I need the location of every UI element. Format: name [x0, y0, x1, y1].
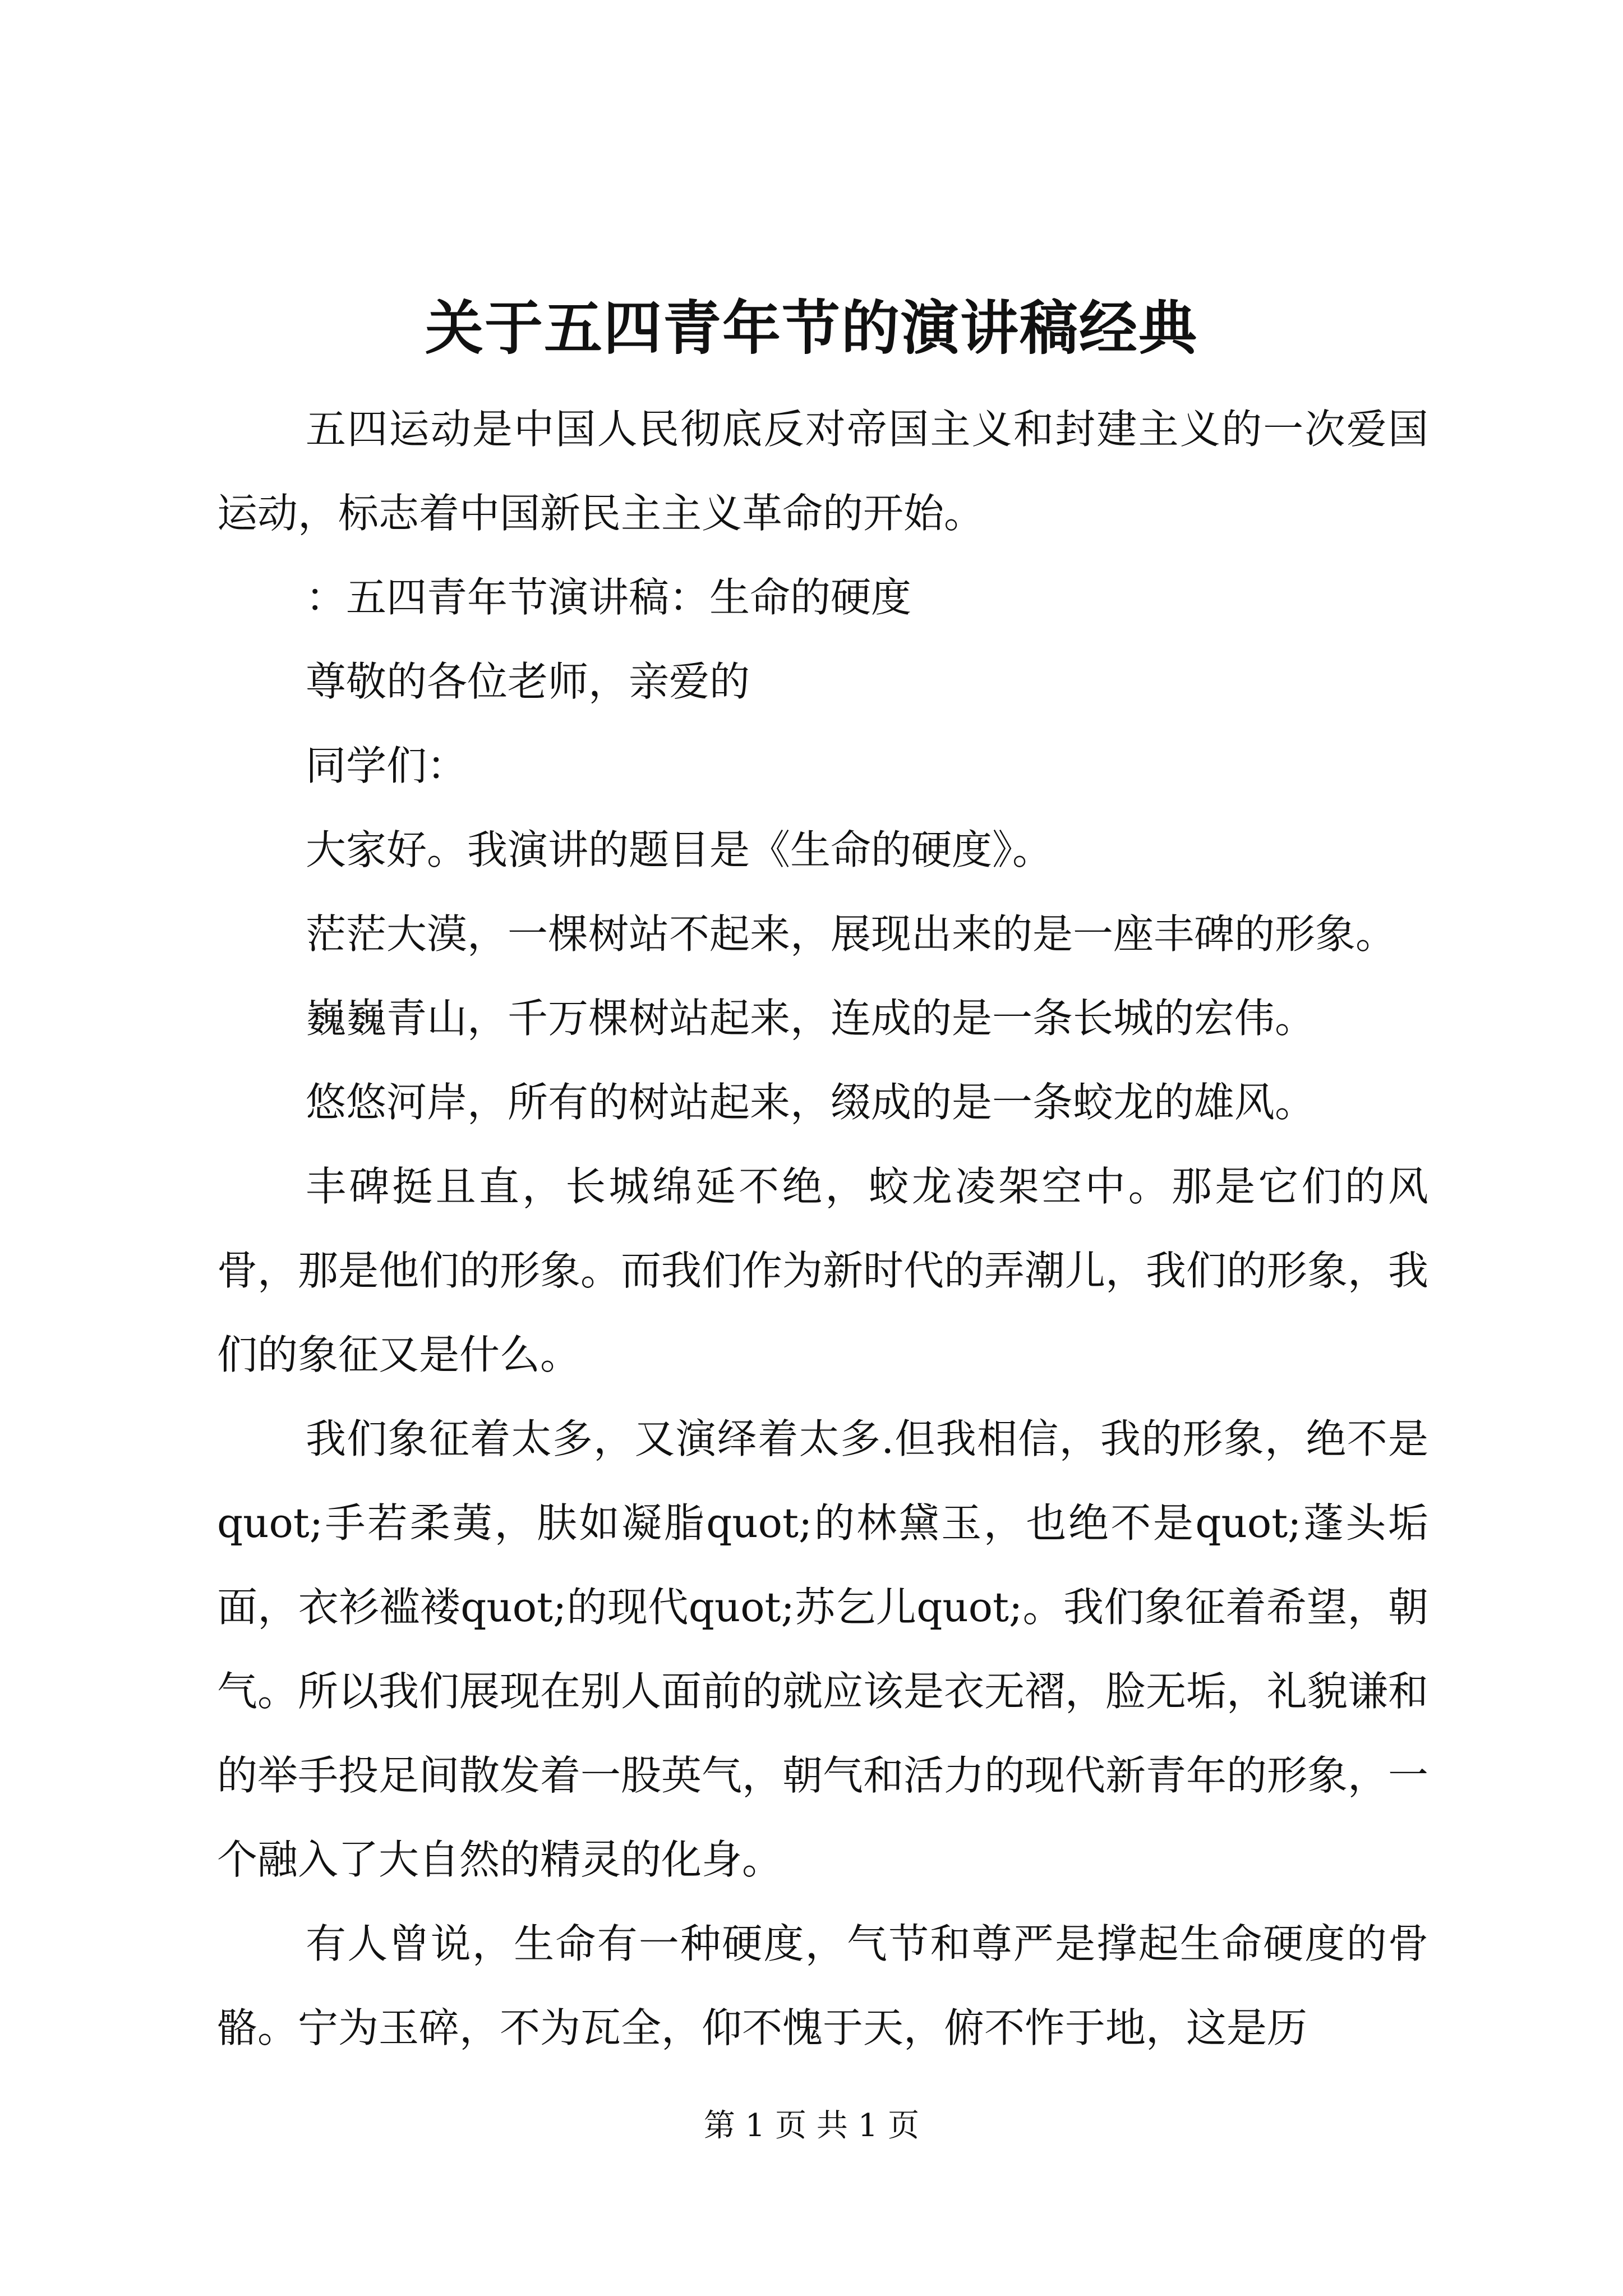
paragraph-mountain: 巍巍青山，千万棵树站起来，连成的是一条长城的宏伟。: [306, 995, 1316, 1042]
paragraph-topic: 大家好。我演讲的题目是《生命的硬度》。: [306, 826, 1053, 873]
paragraph-classmates: 同学们：: [306, 742, 468, 789]
page-footer: 第 1 页 共 1 页: [703, 2108, 920, 2144]
paragraph-river: 悠悠河岸，所有的树站起来，缀成的是一条蛟龙的雄风。: [306, 1079, 1316, 1126]
paragraph-subtitle: ：五四青年节演讲稿：生命的硬度: [306, 574, 912, 621]
paragraph-greeting: 尊敬的各位老师，亲爱的: [306, 658, 750, 705]
document-body: [217, 387, 1428, 2070]
paragraph-monument: 丰碑挺且直，长城绵延不绝，蛟龙凌架空中。那是它们的风骨，那是他们的形象。而我们作为新时代的弄潮儿，我们的形象，我们的象征又是什么。: [217, 1163, 1429, 1378]
paragraph-desert: 茫茫大漠，一棵树站不起来，展现出来的是一座丰碑的形象。: [306, 910, 1396, 958]
paragraph-hardness: 有人曾说，生命有一种硬度，气节和尊严是撑起生命硬度的骨骼。宁为玉碎，不为瓦全，仰不愧于天，俯不怍于地，这是历: [217, 1920, 1428, 2051]
paragraph-symbol: 我们象征着太多，又演绎着太多.但我相信，我的形象，绝不是quot;手若柔荑，肤如凝脂quot;的林黛玉，也绝不是quot;蓬头垢面，衣衫褴褛quot;的现代quot;苏乞儿quot;。我们象征着希望，朝气。所以我们展现在别人面前的就应该是衣无褶，脸无垢，礼貌谦和的举手投足间散发着一股英气，朝气和活力的现代新青年的形象，一个融入了大自然的精灵的化身。: [217, 1415, 1429, 1883]
paragraph-intro: 五四运动是中国人民彻底反对帝国主义和封建主义的一次爱国运动，标志着中国新民主主义革命的开始。: [217, 406, 1428, 537]
document-title: 关于五四青年节的演讲稿经典: [425, 293, 1198, 362]
